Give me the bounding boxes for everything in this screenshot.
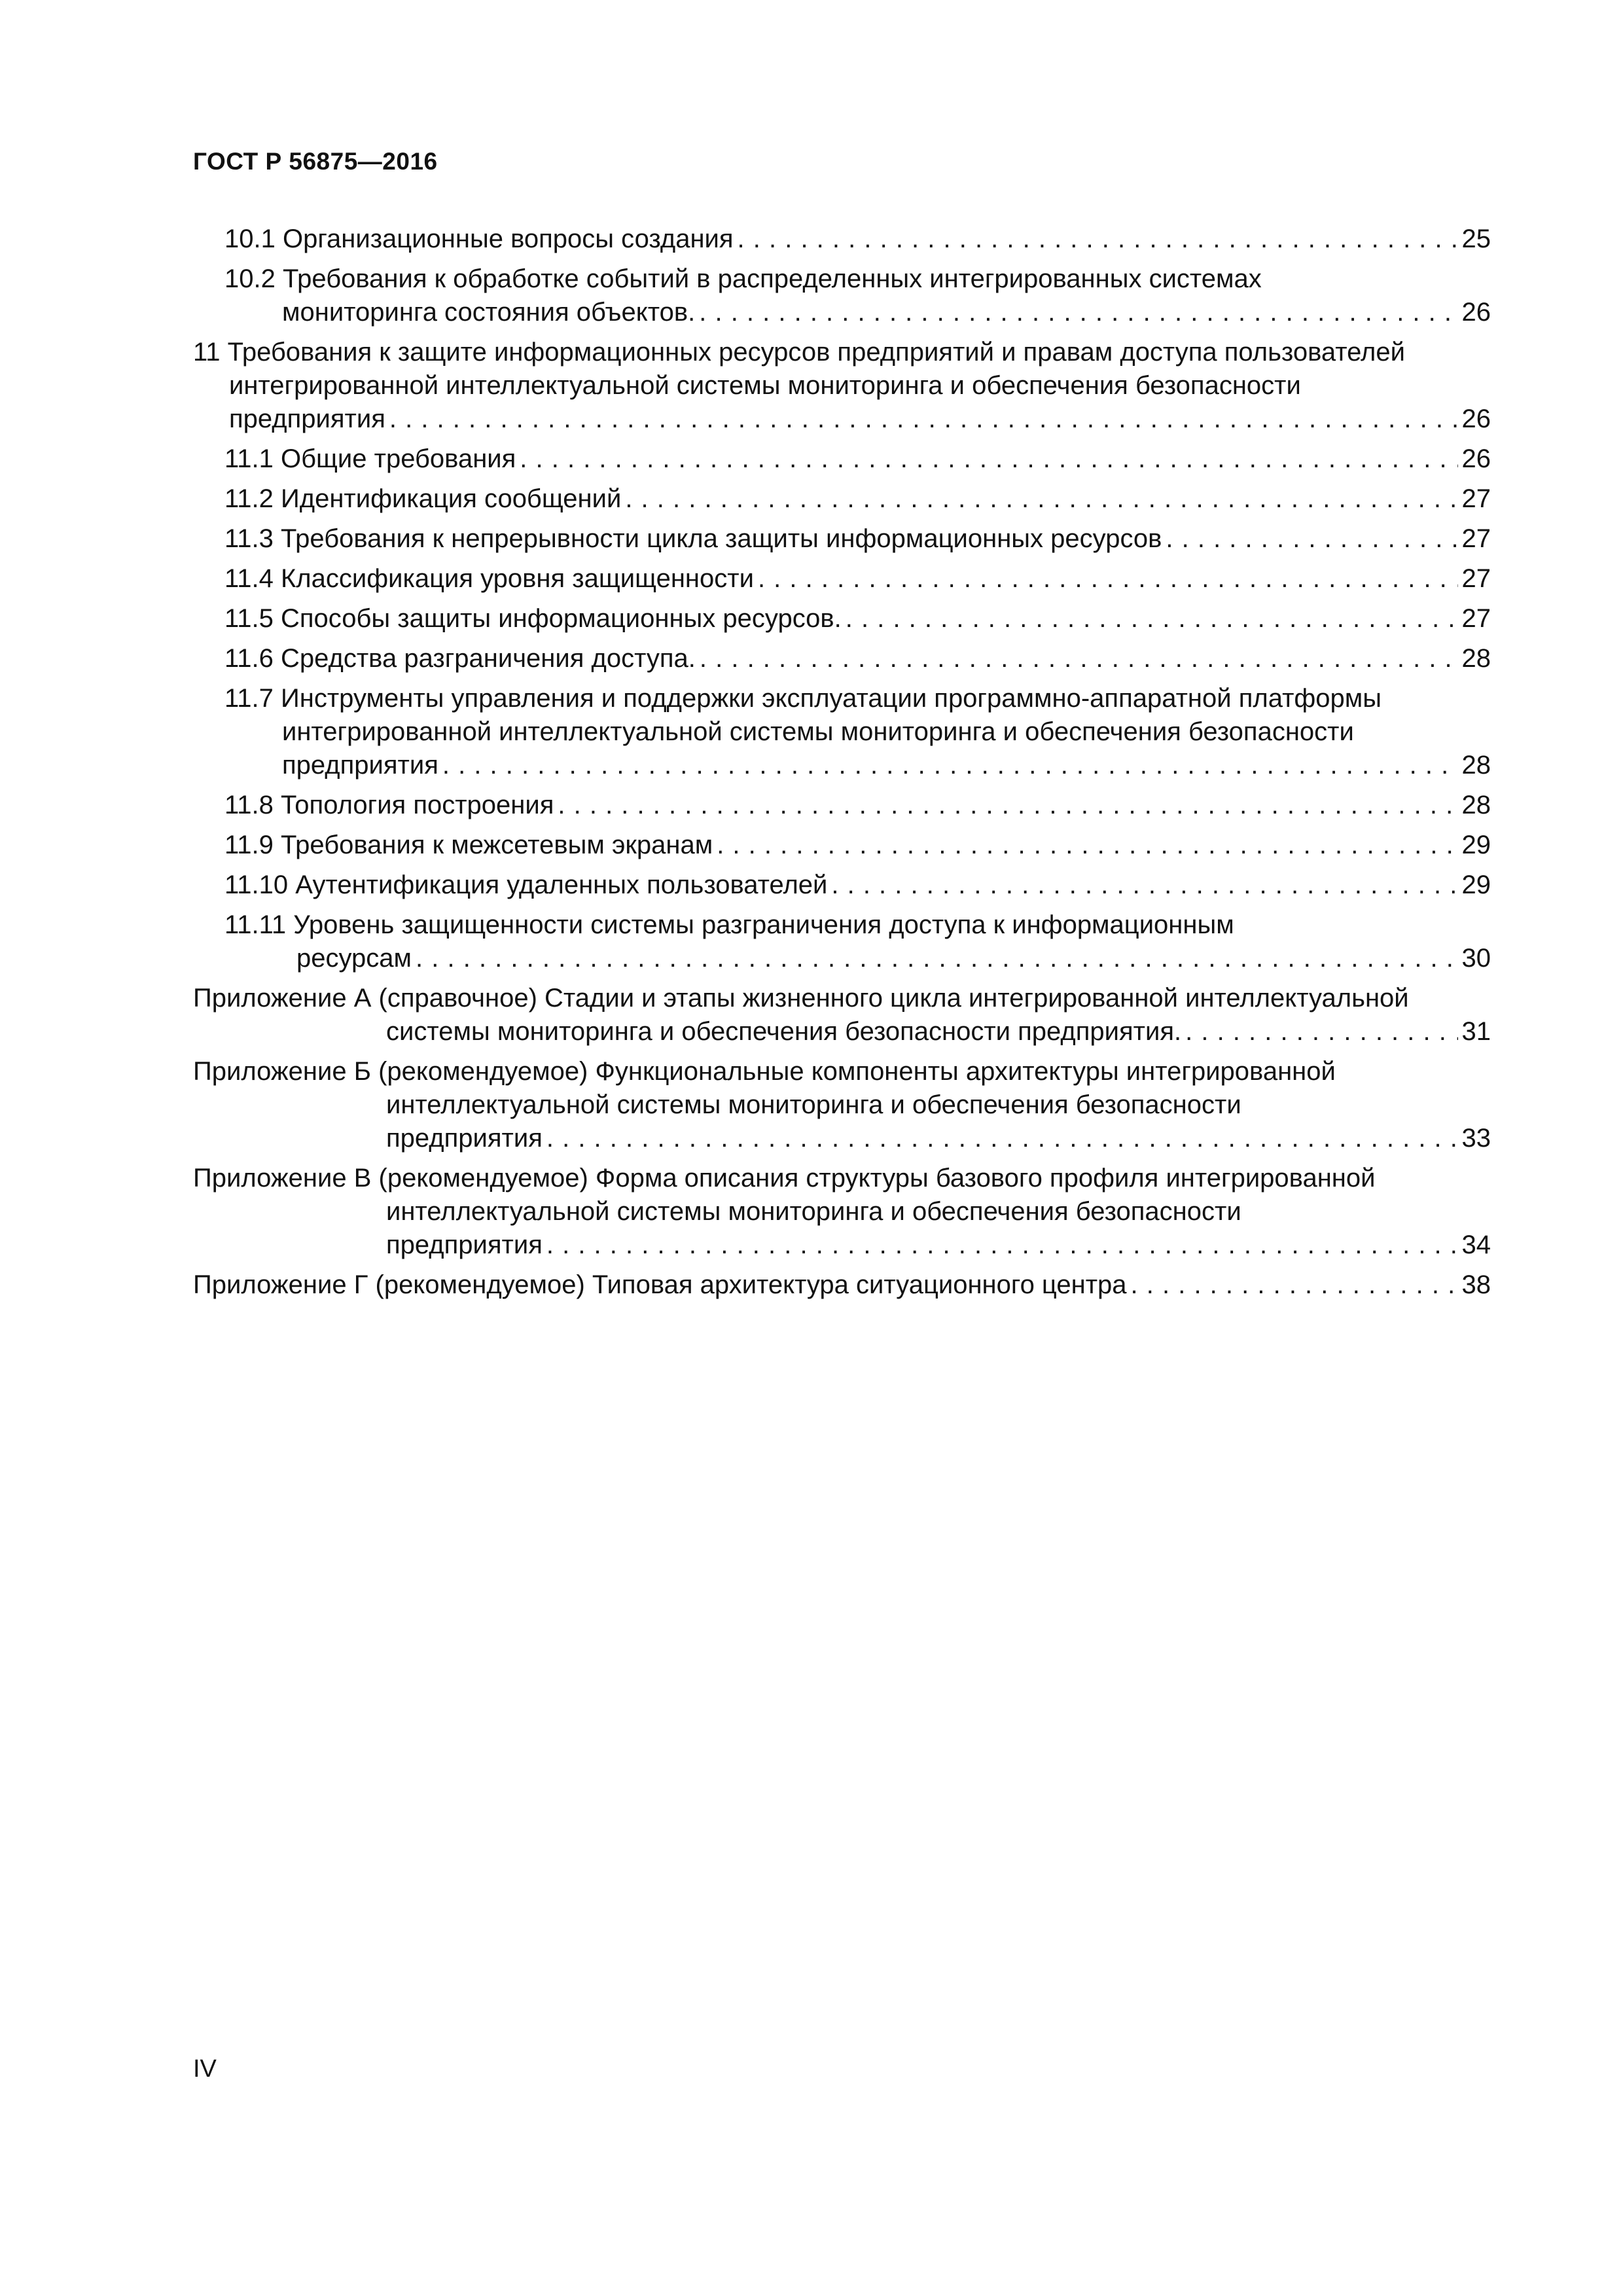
toc-entry-text: предприятия — [282, 751, 438, 780]
leader-dots — [831, 869, 1457, 902]
leader-dots — [546, 1122, 1458, 1155]
toc-entry-text: Приложение А (справочное) Стадии и этапы жизненного цикла интегрированной интеллектуальной — [193, 984, 1409, 1013]
toc-entry-appendix-v[interactable] — [193, 1162, 1491, 1262]
toc-page-number: 28 — [1461, 751, 1491, 780]
toc-entry-text: интегрированной интеллектуальной системы мониторинга и обеспечения безопасности — [282, 717, 1354, 746]
toc-entry-text: 11.11 Уровень защищенности системы разграничения доступа к информационным — [224, 910, 1234, 939]
toc-entry-text: 11.6 Средства разграничения доступа. — [224, 644, 696, 673]
toc-entry-11-1[interactable] — [193, 442, 1491, 476]
toc-entry-text: 11.1 Общие требования — [224, 444, 516, 473]
toc-page-number: 27 — [1461, 484, 1491, 513]
toc-entry-text: ресурсам — [296, 944, 412, 973]
toc-entry-11-5[interactable] — [193, 602, 1491, 636]
toc-page-number: 28 — [1461, 791, 1491, 819]
toc-page-number: 26 — [1461, 444, 1491, 473]
table-of-contents — [193, 223, 1491, 1308]
toc-entry-text: 10.2 Требования к обработке событий в распределенных интегрированных системах — [224, 264, 1262, 293]
toc-entry-11-10[interactable] — [193, 869, 1491, 902]
leader-dots — [546, 1229, 1458, 1262]
leader-dots — [520, 442, 1457, 476]
toc-page-number: 29 — [1461, 831, 1491, 859]
toc-entry-text: 11.7 Инструменты управления и поддержки эксплуатации программно-аппаратной платформы — [224, 684, 1382, 713]
leader-dots — [558, 789, 1457, 822]
toc-page-number: 26 — [1461, 298, 1491, 327]
toc-entry-text: 11.10 Аутентификация удаленных пользователей — [224, 870, 828, 899]
toc-entry-text: предприятия — [386, 1230, 543, 1259]
toc-entry-11-3[interactable] — [193, 522, 1491, 556]
toc-entry-text: 11.9 Требования к межсетевым экранам — [224, 831, 713, 859]
toc-entry-11-11[interactable] — [193, 908, 1491, 975]
toc-entry-text: интеллектуальной системы мониторинга и обеспечения безопасности — [386, 1090, 1241, 1119]
toc-entry-text: мониторинга состояния объектов. — [282, 298, 696, 327]
toc-entry-11-8[interactable] — [193, 789, 1491, 822]
toc-entry-11-9[interactable] — [193, 829, 1491, 862]
toc-page-number: 27 — [1461, 604, 1491, 633]
toc-entry-text: 11.3 Требования к непрерывности цикла защиты информационных ресурсов — [224, 524, 1162, 553]
toc-entry-text: системы мониторинга и обеспечения безопасности предприятия. — [386, 1017, 1182, 1046]
leader-dots — [1166, 522, 1457, 556]
toc-page-number: 38 — [1461, 1270, 1491, 1299]
toc-entry-text: 11.5 Способы защиты информационных ресурсов. — [224, 604, 842, 633]
toc-entry-11-7[interactable] — [193, 682, 1491, 782]
toc-entry-11-4[interactable] — [193, 562, 1491, 596]
toc-page-number: 31 — [1461, 1017, 1491, 1046]
toc-entry-text: 11.8 Топология построения — [224, 791, 554, 819]
toc-entry-10-1[interactable] — [193, 223, 1491, 256]
toc-page-number: 30 — [1461, 944, 1491, 973]
toc-page-number: 29 — [1461, 870, 1491, 899]
toc-entry-text: интеллектуальной системы мониторинга и обеспечения безопасности — [386, 1197, 1241, 1226]
leader-dots — [389, 403, 1458, 436]
toc-entry-text: предприятия — [229, 404, 385, 433]
leader-dots — [758, 562, 1458, 596]
toc-page-number: 27 — [1461, 524, 1491, 553]
toc-entry-10-2[interactable] — [193, 262, 1491, 329]
toc-entry-appendix-a[interactable] — [193, 982, 1491, 1049]
toc-entry-text: 11 Требования к защите информационных ресурсов предприятий и правам доступа пользователей — [193, 338, 1405, 367]
toc-entry-text: 10.1 Организационные вопросы создания — [224, 224, 734, 253]
leader-dots — [699, 296, 1457, 329]
toc-page-number: 26 — [1461, 404, 1491, 433]
toc-entry-11-6[interactable] — [193, 642, 1491, 675]
toc-entry-text: интегрированной интеллектуальной системы мониторинга и обеспечения безопасности — [229, 371, 1301, 400]
toc-page-number: 34 — [1461, 1230, 1491, 1259]
toc-entry-text: Приложение Б (рекомендуемое) Функциональные компоненты архитектуры интегрированной — [193, 1057, 1336, 1086]
toc-entry-appendix-g[interactable] — [193, 1268, 1491, 1302]
leader-dots — [700, 642, 1458, 675]
leader-dots — [717, 829, 1457, 862]
toc-entry-text: предприятия — [386, 1124, 543, 1153]
toc-entry-text: 11.2 Идентификация сообщений — [224, 484, 622, 513]
leader-dots — [442, 749, 1458, 782]
toc-entry-text: Приложение Г (рекомендуемое) Типовая архитектура ситуационного центра — [193, 1270, 1127, 1299]
toc-entry-11-2[interactable] — [193, 482, 1491, 516]
toc-entry-11[interactable] — [193, 336, 1491, 436]
leader-dots — [846, 602, 1458, 636]
page-number: IV — [193, 2055, 217, 2083]
toc-page-number: 33 — [1461, 1124, 1491, 1153]
toc-page-number: 27 — [1461, 564, 1491, 593]
toc-page-number: 28 — [1461, 644, 1491, 673]
leader-dots — [1185, 1015, 1457, 1049]
leader-dots — [738, 223, 1458, 256]
leader-dots — [625, 482, 1457, 516]
toc-entry-text: 11.4 Классификация уровня защищенности — [224, 564, 754, 593]
toc-entry-appendix-b[interactable] — [193, 1055, 1491, 1155]
toc-page-number: 25 — [1461, 224, 1491, 253]
leader-dots — [416, 942, 1457, 975]
toc-entry-text: Приложение В (рекомендуемое) Форма описания структуры базового профиля интегрированной — [193, 1164, 1376, 1193]
document-header: ГОСТ Р 56875—2016 — [193, 148, 438, 175]
leader-dots — [1131, 1268, 1458, 1302]
